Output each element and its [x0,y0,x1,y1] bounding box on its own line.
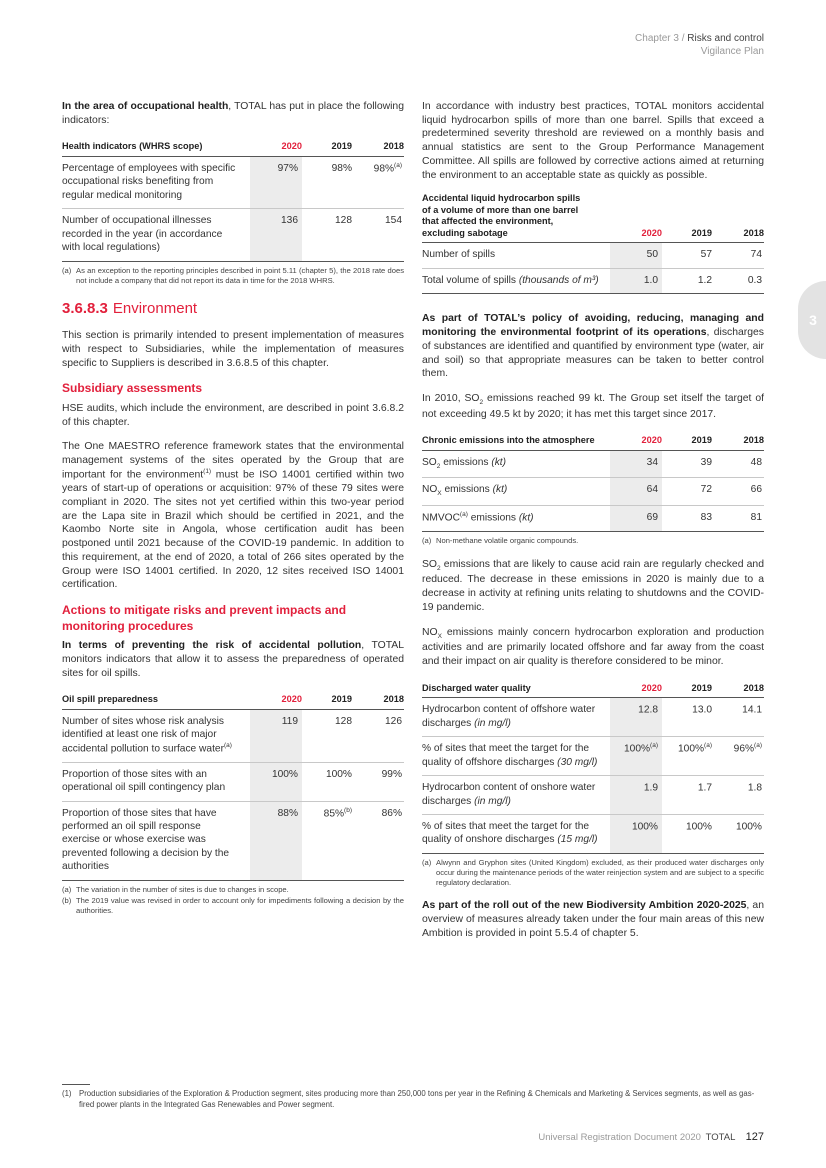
table-notes: (a) Non-methane volatile organic compounds. [422,535,579,545]
table-row: $SO_2$ emissions (kt) 34 39 48 [422,450,764,478]
health-intro: In the area of occupational health, TOTAL has put in place the following indicators: [62,101,404,126]
document-title: Universal Registration Document 2020 [538,1132,701,1143]
spills-table: Accidental liquid hydrocarbon spills of a volume of more than one barrel that affected the environment, excluding sabotage 2020 2019 2018 Number of spills 50 57 74 Total volume of spills (thousands of m³) 1.0 1.2 0.3 [422,190,764,294]
table-row: Number of sites whose risk analysis identified at least one risk of major accidental pollution to surface water$^{(a)}$ 119 128 126 [62,709,404,762]
table-row: Total volume of spills (thousands of m³) 1.0 1.2 0.3 [422,268,764,293]
table-row: Number of spills 50 57 74 [422,243,764,268]
table-row: Proportion of those sites that have performed an oil spill response exercise or whose exercise was prevented following a decision by the authorities 88% 85%$^{(b)}$ 86% [62,801,404,880]
subsection-label: Vigilance Plan [700,45,764,57]
table-notes: (a) The variation in the number of sites is due to changes in scope. (b) The 2019 value was revised in order to account only for impediments following a decision by the authorities. [62,884,404,915]
table-row: Number of occupational illnesses recorded in the year (in accordance with local regulations) 136 128 154 [62,209,404,261]
left-column: In the area of occupational health, TOTAL has put in place the following indicators: Health indicators (WHRS scope) 2020 2019 2018 Percentage of employees with specific occupational risks benefiting from regular medical monitoring 97% 98% 98%$^{(a)}$ Number of occupational illnesses recorded in the year (in accordance with local regulations) 136 128 154 (a) As an exception to the reporting principles described in point 5.11 (chapter 5), the 2018 rate does not include a company that did not report its data in time for the 2018 WHRS. 3.6.8.3 Environment This section is primarily intended to present implementation of measures with respect to Subsidiaries, while the implementation of measures specific to Suppliers is described in 3.6.8.5 of this chapter. Subsidiary assessments HSE audits, which include the environment, are described in point 3.6.8.2 of this chapter. The One MAESTRO reference framework states that the environmental management systems of the sites operated by the Group that are important for the environment$^{(1)}$ must be ISO 14001 certified within two years of start-up of operations or acquisition: 97% of these 79 sites were compliant in 2020. The sites not yet certified within this two-year period are the Lapa site in Brazil which should be certified in 2021, and the Kaombo Norte site in Angola, whose certification audit has been postponed until 2021 because of the COVID-19 pandemic. In addition to this requirement, at the end of 2020, a total of 266 sites operated by the Group were ISO 14001 certified. In 2020, 12 sites received ISO 14001 certification. Actions to mitigate risks and prevent impacts and monitoring procedures In terms of preventing the risk of accidental pollution, TOTAL monitors indicators that allow it to assess the preparedness of operated sites for oil spills. Oil spill preparedness 2020 2019 2018 Number of sites whose risk analysis identified at least one risk of major accidental pollution to surface water$^{(a)}$ 119 128 126 Proportion of those sites with an operational oil spill contingency plan 100% 100% 99% Proportion of those sites that have performed an oil spill response exercise or whose exercise was prevented following a decision by the authorities 88% 85%$^{(b)}$ 86% (a) The variation in the number of sites is due to changes in scope. (b) The 2019 value was revised in order to account only for impediments following a decision by the authorities. [62,101,404,915]
chapter-tab[interactable]: 3 [798,281,826,359]
running-header: Chapter 3 / Risks and control Vigilance Plan [635,33,764,57]
chronic-emissions-table: Chronic emissions into the atmosphere 2020 2019 2018 $SO_2$ emissions (kt) 34 39 48 $NO_X$ emissions (kt) 64 72 66 NMVOC$^{(a)}$ emissions (kt) 69 83 81 [422,432,764,532]
section-label: Risks and control [687,33,764,44]
subsection-heading: Subsidiary assessments [62,381,203,396]
footnote-divider [62,1084,90,1085]
table-row: % of sites that meet the target for the quality of offshore discharges (30 mg/l) 100%$^{(a)}$ 100%$^{(a)}$ 96%$^{(a)}$ [422,737,764,776]
page-footer [538,1130,764,1145]
water-quality-table: Discharged water quality 2020 2019 2018 Hydrocarbon content of offshore water discharges (in mg/l) 12.8 13.0 14.1 % of sites that meet the target for the quality of offshore discharges (30 mg/l) 100%$^{(a)}$ 100%$^{(a)}$ 96%$^{(a)}$ Hydrocarbon content of onshore water discharges (in mg/l) 1.9 1.7 1.8 % of sites that meet the target for the quality of onshore discharges (15 mg/l) 100% 100% 100% [422,680,764,854]
table-row: Percentage of employees with specific occupational risks benefiting from regular medical monitoring 97% 98% 98%$^{(a)}$ [62,156,404,208]
table-row: Hydrocarbon content of onshore water discharges (in mg/l) 1.9 1.7 1.8 [422,776,764,815]
brand-name: TOTAL [705,1132,735,1143]
table-row: NMVOC$^{(a)}$ emissions (kt) 69 83 81 [422,506,764,532]
env-intro: This section is primarily intended to present implementation of measures with respect to Subsidiaries, while the implementation of measures specific to Suppliers is described in 3.6.8.5 of this chapter. [62,330,404,369]
section-heading: 3.6.8.3 Environment [62,300,198,318]
page-number: 127 [745,1131,764,1143]
table-row: Hydrocarbon content of offshore water discharges (in mg/l) 12.8 13.0 14.1 [422,698,764,737]
table-row: $NO_X$ emissions (kt) 64 72 66 [422,478,764,506]
table-row: % of sites that meet the target for the quality of onshore discharges (15 mg/l) 100% 100% 100% [422,815,764,854]
health-indicators-table: Health indicators (WHRS scope) 2020 2019 2018 Percentage of employees with specific occupational risks benefiting from regular medical monitoring 97% 98% 98%$^{(a)}$ Number of occupational illnesses recorded in the year (in accordance with local regulations) 136 128 154 [62,138,404,261]
table-notes: (a) As an exception to the reporting principles described in point 5.11 (chapter 5), the 2018 rate does not include a company that did not report its data in time for the 2018 WHRS. [62,265,404,285]
oil-spill-table: Oil spill preparedness 2020 2019 2018 Number of sites whose risk analysis identified at least one risk of major accidental pollution to surface water$^{(a)}$ 119 128 126 Proportion of those sites with an operational oil spill contingency plan 100% 100% 99% Proportion of those sites that have performed an oil spill response exercise or whose exercise was prevented following a decision by the authorities 88% 85%$^{(b)}$ 86% [62,691,404,880]
table-header: Health indicators (WHRS scope) [62,138,250,156]
chapter-label: Chapter 3 [635,33,679,44]
page-footnote: (1) Production subsidiaries of the Exploration & Production segment, sites producing more than 250,000 tons per year in the Refining & Chemicals and Marketing & Services segments, as well as gas-fired power plants in the Integrated Gas Renewables and Power segment. [62,1084,764,1110]
table-row: Proportion of those sites with an operational oil spill contingency plan 100% 100% 99% [62,762,404,801]
table-notes: (a) Alwynn and Gryphon sites (United Kingdom) excluded, as their produced water discharges only occur during the maintenance periods of the water reinjection system and are subject to a specific regulatory declaration. [422,857,764,887]
subsection-heading: Actions to mitigate risks and prevent impacts and monitoring procedures [62,603,347,633]
right-column: In accordance with industry best practices, TOTAL monitors accidental liquid hydrocarbon spills of more than one barrel. Spills that exceed a predetermined severity threshold are reviewed on a monthly basis and annual statistics are sent to the Group Performance Management Committee. All spills are followed by corrective actions aimed at returning the environment to an acceptable state as quickly as possible. Accidental liquid hydrocarbon spills of a volume of more than one barrel that affected the environment, excluding sabotage 2020 2019 2018 Number of spills 50 57 74 Total volume of spills (thousands of m³) 1.0 1.2 0.3 As part of TOTAL’s policy of avoiding, reducing, managing and monitoring the environmental footprint of its operations, discharges of substances are identified and quantified by environment type (water, air and soil) so that appropriate measures can be taken to better control them. In 2010, $SO_2$ emissions reached 99 kt. The Group set itself the target of not exceeding 49.5 kt by 2020; it has met this target since 2017. Chronic emissions into the atmosphere 2020 2019 2018 $SO_2$ emissions (kt) 34 39 48 $NO_X$ emissions (kt) 64 72 66 NMVOC$^{(a)}$ emissions (kt) 69 83 81 (a) Non-methane volatile organic compounds. $SO_2$ emissions that are likely to cause acid rain are regularly checked and reduced. The decrease in these emissions in 2020 is mainly due to a decrease in activity at refining units relating to shutdowns and the COVID-19 pandemic. $NO_X$ emissions mainly concern hydrocarbon exploration and production activities and are primarily located offshore and far away from the coast and their impact on air quality is therefore considered to be minor. Discharged water quality 2020 2019 2018 Hydrocarbon content of offshore water discharges (in mg/l) 12.8 13.0 14.1 % of sites that meet the target for the quality of offshore discharges (30 mg/l) 100%$^{(a)}$ 100%$^{(a)}$ 96%$^{(a)}$ Hydrocarbon content of onshore water discharges (in mg/l) 1.9 1.7 1.8 % of sites that meet the target for the quality of onshore discharges (15 mg/l) 100% 100% 100% (a) Alwynn and Gryphon sites (United Kingdom) excluded, as their produced water discharges only occur during the maintenance periods of the water reinjection system and are subject to a specific regulatory declaration. As part of the roll out of the new Biodiversity Ambition 2020-2025, an overview of measures already taken under the four main areas of this new Ambition is provided in point 5.5.4 of chapter 5. [422,101,764,939]
